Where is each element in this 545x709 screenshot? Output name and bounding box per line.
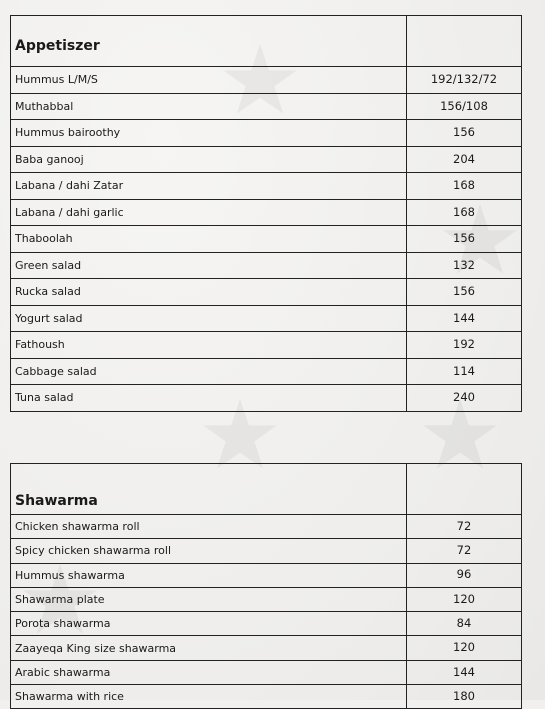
menu-item-row bbox=[11, 93, 522, 120]
menu-item-row bbox=[11, 515, 522, 539]
menu-item-name: Hummus L/M/S bbox=[11, 67, 407, 94]
menu-item-name: Arabic shawarma bbox=[11, 660, 407, 684]
menu-item-name: Hummus shawarma bbox=[11, 563, 407, 587]
shawarma-table bbox=[10, 463, 522, 709]
shawarma-header-price-cell bbox=[407, 464, 522, 515]
menu-item-name: Labana / dahi Zatar bbox=[11, 173, 407, 200]
menu-item-row bbox=[11, 385, 522, 412]
menu-item-row bbox=[11, 120, 522, 147]
menu-item-price: 180 bbox=[407, 685, 522, 709]
menu-item-name: Yogurt salad bbox=[11, 305, 407, 332]
menu-item-name: Rucka salad bbox=[11, 279, 407, 306]
menu-item-name: Fathoush bbox=[11, 332, 407, 359]
menu-item-name: Shawarma with rice bbox=[11, 685, 407, 709]
menu-item-name: Baba ganooj bbox=[11, 146, 407, 173]
menu-item-name: Tuna salad bbox=[11, 385, 407, 412]
menu-item-row bbox=[11, 636, 522, 660]
menu-item-row bbox=[11, 199, 522, 226]
menu-item-price: 72 bbox=[407, 539, 522, 563]
appetizer-header-price-cell bbox=[407, 16, 522, 67]
appetizer-header-row bbox=[11, 16, 522, 67]
menu-item-row bbox=[11, 67, 522, 94]
menu-item-price: 72 bbox=[407, 515, 522, 539]
menu-item-price: 240 bbox=[407, 385, 522, 412]
menu-item-price: 132 bbox=[407, 252, 522, 279]
menu-item-row bbox=[11, 173, 522, 200]
menu-item-row bbox=[11, 612, 522, 636]
menu-item-name: Chicken shawarma roll bbox=[11, 515, 407, 539]
menu-item-name: Labana / dahi garlic bbox=[11, 199, 407, 226]
menu-item-price: 156 bbox=[407, 279, 522, 306]
menu-item-price: 156/108 bbox=[407, 93, 522, 120]
menu-item-price: 120 bbox=[407, 636, 522, 660]
menu-item-name: Porota shawarma bbox=[11, 612, 407, 636]
menu-item-price: 168 bbox=[407, 199, 522, 226]
menu-item-row bbox=[11, 563, 522, 587]
shawarma-title: Shawarma bbox=[11, 464, 407, 515]
menu-item-name: Shawarma plate bbox=[11, 587, 407, 611]
menu-item-row bbox=[11, 358, 522, 385]
menu-item-name: Hummus bairoothy bbox=[11, 120, 407, 147]
menu-item-price: 156 bbox=[407, 120, 522, 147]
menu-item-price: 168 bbox=[407, 173, 522, 200]
menu-item-row bbox=[11, 305, 522, 332]
menu-item-price: 192 bbox=[407, 332, 522, 359]
menu-item-row bbox=[11, 660, 522, 684]
menu-item-name: Spicy chicken shawarma roll bbox=[11, 539, 407, 563]
appetizer-title: Appetiszer bbox=[11, 16, 407, 67]
menu-item-price: 144 bbox=[407, 305, 522, 332]
menu-item-price: 96 bbox=[407, 563, 522, 587]
menu-item-row bbox=[11, 539, 522, 563]
menu-item-price: 144 bbox=[407, 660, 522, 684]
menu-item-row bbox=[11, 252, 522, 279]
menu-item-price: 204 bbox=[407, 146, 522, 173]
appetizer-table bbox=[10, 15, 522, 412]
menu-item-name: Muthabbal bbox=[11, 93, 407, 120]
menu-item-row bbox=[11, 279, 522, 306]
menu-item-name: Green salad bbox=[11, 252, 407, 279]
menu-item-row bbox=[11, 587, 522, 611]
menu-item-row bbox=[11, 226, 522, 253]
menu-item-price: 114 bbox=[407, 358, 522, 385]
menu-item-price: 192/132/72 bbox=[407, 67, 522, 94]
menu-item-row bbox=[11, 146, 522, 173]
menu-item-name: Zaayeqa King size shawarma bbox=[11, 636, 407, 660]
menu-item-price: 120 bbox=[407, 587, 522, 611]
menu-item-row bbox=[11, 332, 522, 359]
shawarma-header-row bbox=[11, 464, 522, 515]
menu-item-name: Thaboolah bbox=[11, 226, 407, 253]
menu-item-row bbox=[11, 685, 522, 709]
menu-item-price: 156 bbox=[407, 226, 522, 253]
menu-item-price: 84 bbox=[407, 612, 522, 636]
menu-item-name: Cabbage salad bbox=[11, 358, 407, 385]
